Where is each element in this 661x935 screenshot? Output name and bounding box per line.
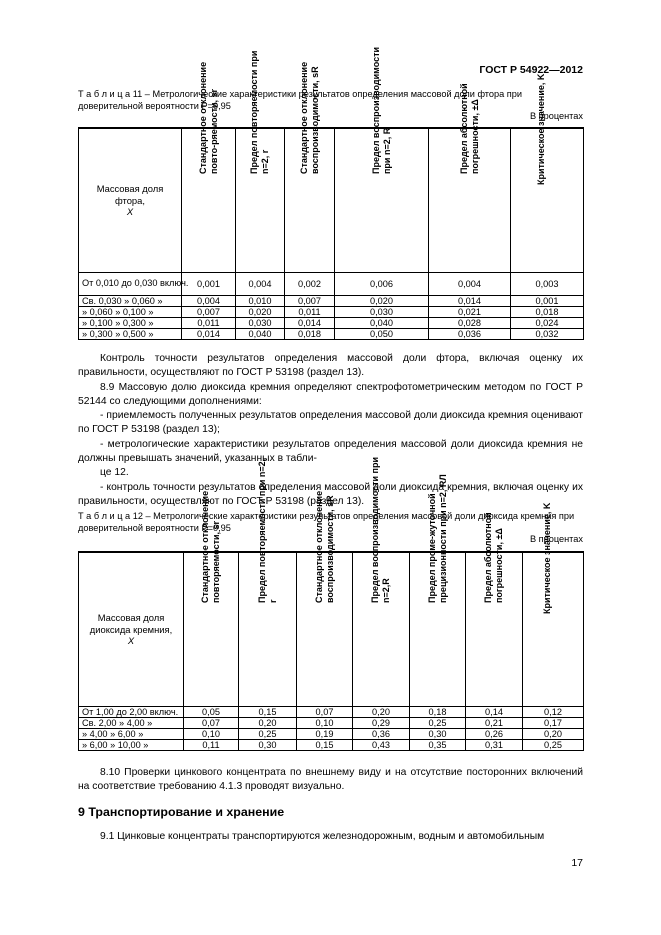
value-cell: 0,20 — [353, 706, 410, 717]
paragraph: - метрологические характеристики результатов определения массовой доли диоксида кремния не должны превышать значений, указанных в табли- — [78, 438, 583, 465]
value-cell: 0,001 — [511, 295, 584, 306]
table-row — [79, 739, 584, 750]
value-cell: 0,29 — [353, 717, 410, 728]
range-cell: От 1,00 до 2,00 включ. — [79, 706, 184, 717]
value-cell: 0,20 — [523, 728, 584, 739]
value-cell: 0,024 — [511, 317, 584, 328]
col-header: Стандартное отклонение повто-ряемости, sr — [182, 128, 236, 272]
table-row — [79, 328, 584, 339]
value-cell: 0,020 — [335, 295, 429, 306]
value-cell: 0,002 — [285, 272, 335, 295]
table12-unit: В процентах — [529, 534, 583, 544]
col-header: Предел повторяемости при n=2, r — [236, 128, 285, 272]
value-cell: 0,014 — [429, 295, 511, 306]
col-header: Стандартное отклонение повторяемости, sr — [184, 552, 239, 706]
value-cell: 0,35 — [410, 739, 466, 750]
col-header: Предел абсолютной погрешности, ±Δ — [466, 552, 523, 706]
paragraph: - контроль точности результатов определения массовой доли диоксида кремния, включая оценку их правильности, осуществляют по ГОСТ Р 53198 (раздел 13). — [78, 481, 583, 507]
value-cell: 0,25 — [239, 728, 297, 739]
table-row — [79, 295, 584, 306]
paragraph: - приемлемость полученных результатов определения массовой доли диоксида кремния оценивают по ГОСТ Р 53198 (раздел 13); — [78, 410, 583, 436]
value-cell: 0,018 — [511, 306, 584, 317]
value-cell: 0,004 — [236, 272, 285, 295]
col-header: Критическое значение, K — [511, 128, 584, 272]
value-cell: 0,25 — [523, 739, 584, 750]
col-header: Предел повторяемости при n=2, r — [239, 552, 297, 706]
value-cell: 0,30 — [410, 728, 466, 739]
table-row — [79, 306, 584, 317]
section-heading: 9 Транспортирование и хранение — [78, 805, 285, 819]
value-cell: 0,15 — [297, 739, 353, 750]
table-row — [79, 317, 584, 328]
table-row — [79, 272, 584, 295]
value-cell: 0,003 — [511, 272, 584, 295]
value-cell: 0,05 — [184, 706, 239, 717]
col-header: Предел абсолютной погрешности, ±Δ — [429, 128, 511, 272]
range-cell: » 6,00 » 10,00 » — [79, 739, 184, 750]
col-header: Предел воспроизводимости при n=2,R — [353, 552, 410, 706]
value-cell: 0,12 — [523, 706, 584, 717]
value-cell: 0,001 — [182, 272, 236, 295]
value-cell: 0,10 — [184, 728, 239, 739]
value-cell: 0,030 — [335, 306, 429, 317]
value-cell: 0,30 — [239, 739, 297, 750]
value-cell: 0,36 — [353, 728, 410, 739]
col-header: Предел проме-жуточной прецизионности при n=2, RЛ — [410, 552, 466, 706]
value-cell: 0,014 — [182, 328, 236, 339]
value-cell: 0,31 — [466, 739, 523, 750]
col-header: Предел воспроизводимости при n=2, R — [335, 128, 429, 272]
range-cell: » 4,00 » 6,00 » — [79, 728, 184, 739]
value-cell: 0,20 — [239, 717, 297, 728]
value-cell: 0,19 — [297, 728, 353, 739]
value-cell: 0,011 — [182, 317, 236, 328]
value-cell: 0,14 — [466, 706, 523, 717]
value-cell: 0,21 — [466, 717, 523, 728]
range-cell: От 0,010 до 0,030 включ. — [79, 272, 182, 295]
range-cell: Св. 2,00 » 4,00 » — [79, 717, 184, 728]
paragraph: 8.10 Проверки цинкового концентрата по внешнему виду и на отсутствие посторонних включений на соответствие требованию 4.1.3 проводят визуально. — [78, 767, 583, 793]
body-text-block-3 — [78, 830, 583, 844]
value-cell: 0,11 — [184, 739, 239, 750]
value-cell: 0,10 — [297, 717, 353, 728]
value-cell: 0,07 — [297, 706, 353, 717]
table11-caption: Т а б л и ц а 11 – Метрологические характеристики результатов определения массовой доли фтора при доверительной вероятности Р=0,95 — [78, 89, 523, 111]
value-cell: 0,43 — [353, 739, 410, 750]
table12-caption: Т а б л и ц а 12 – Метрологические характеристики результатов определения массовой доли диоксида кремния при доверительной вероятности Р=0,95 — [78, 511, 575, 533]
paragraph: 8.9 Массовую долю диоксида кремния определяют спектрофотометрическим методом по ГОСТ Р 52144 со следующими дополнениями: — [78, 381, 583, 407]
page-number: 17 — [571, 857, 583, 869]
row-header: Массовая доля фтора, Х — [79, 128, 182, 272]
value-cell: 0,040 — [236, 328, 285, 339]
value-cell: 0,032 — [511, 328, 584, 339]
value-cell: 0,26 — [466, 728, 523, 739]
col-header: Стандартное отклонение воспроизводимости, sR — [297, 552, 353, 706]
table-row — [79, 717, 584, 728]
range-cell: » 0,100 » 0,300 » — [79, 317, 182, 328]
table-row — [79, 706, 584, 717]
value-cell: 0,07 — [184, 717, 239, 728]
range-cell: Св. 0,030 » 0,060 » — [79, 295, 182, 306]
value-cell: 0,18 — [410, 706, 466, 717]
paragraph: 9.1 Цинковые концентраты транспортируются железнодорожным, водным и автомобильным — [100, 831, 545, 842]
value-cell: 0,030 — [236, 317, 285, 328]
paragraph: це 12. — [100, 467, 129, 479]
value-cell: 0,007 — [285, 295, 335, 306]
value-cell: 0,17 — [523, 717, 584, 728]
value-cell: 0,010 — [236, 295, 285, 306]
range-cell: » 0,060 » 0,100 » — [79, 306, 182, 317]
table-row — [79, 728, 584, 739]
value-cell: 0,020 — [236, 306, 285, 317]
value-cell: 0,004 — [182, 295, 236, 306]
table11-unit: В процентах — [529, 111, 583, 121]
value-cell: 0,014 — [285, 317, 335, 328]
value-cell: 0,15 — [239, 706, 297, 717]
value-cell: 0,018 — [285, 328, 335, 339]
value-cell: 0,028 — [429, 317, 511, 328]
row-header: Массовая доля диоксида кремния, Х — [79, 552, 184, 706]
col-header: Критическое значение, K — [523, 552, 584, 706]
body-text-block-2 — [78, 766, 583, 795]
value-cell: 0,040 — [335, 317, 429, 328]
value-cell: 0,25 — [410, 717, 466, 728]
col-header: Стандартное отклонение воспроизводимости, sR — [285, 128, 335, 272]
value-cell: 0,011 — [285, 306, 335, 317]
value-cell: 0,050 — [335, 328, 429, 339]
value-cell: 0,036 — [429, 328, 511, 339]
standard-number: ГОСТ Р 54922—2012 — [479, 64, 583, 76]
value-cell: 0,007 — [182, 306, 236, 317]
range-cell: » 0,300 » 0,500 » — [79, 328, 182, 339]
value-cell: 0,006 — [335, 272, 429, 295]
value-cell: 0,021 — [429, 306, 511, 317]
paragraph: Контроль точности результатов определения массовой доли фтора, включая оценку их правильности, осуществляют по ГОСТ Р 53198 (раздел 13). — [78, 353, 583, 379]
value-cell: 0,004 — [429, 272, 511, 295]
